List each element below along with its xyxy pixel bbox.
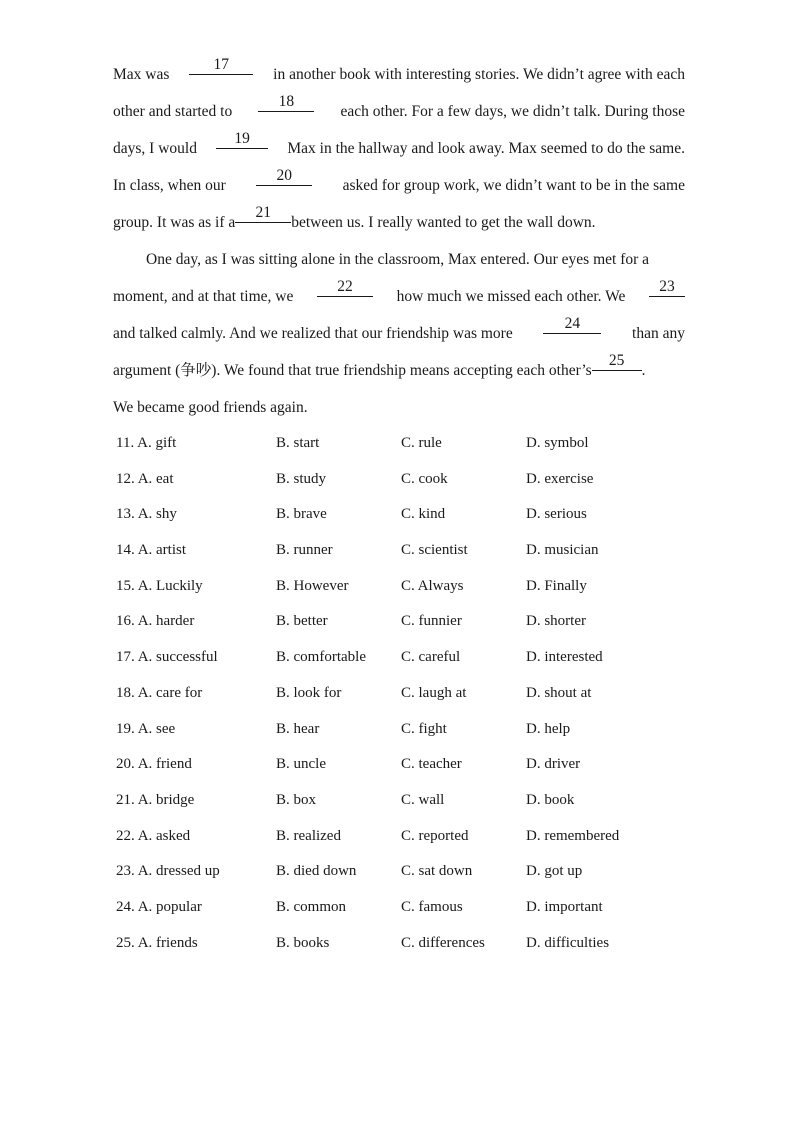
- option-b: B. books: [276, 934, 330, 951]
- passage-text: between us. I really wanted to get the wall down.: [291, 214, 596, 231]
- question-number: 20.: [116, 756, 135, 773]
- option-a: [116, 819, 190, 855]
- option-c: C. careful: [401, 649, 461, 666]
- option-a-text: A. care for: [137, 684, 203, 701]
- question-number: 24.: [116, 898, 135, 915]
- blank-22: 22: [317, 278, 373, 297]
- option-c: C. scientist: [401, 542, 468, 559]
- passage-text: Max in the hallway and look away. Max seemed to do the same.: [287, 140, 685, 157]
- option-c: C. wall: [401, 791, 445, 808]
- option-a: [116, 890, 202, 926]
- option-a: [116, 926, 198, 962]
- passage-text: One day, as I was sitting alone in the classroom, Max entered. Our eyes met for a: [146, 251, 650, 268]
- option-c: C. differences: [401, 934, 485, 951]
- question-row: [116, 819, 676, 855]
- question-number: 23.: [116, 863, 135, 880]
- option-a: [116, 783, 194, 819]
- option-d: D. book: [526, 791, 575, 808]
- passage-line: [113, 167, 685, 204]
- option-b: B. uncle: [276, 756, 326, 773]
- option-c: C. rule: [401, 435, 442, 451]
- option-b: B. start: [276, 435, 320, 451]
- answer-options: [116, 426, 676, 961]
- option-d: D. shorter: [526, 613, 586, 630]
- option-d: D. Finally: [526, 577, 587, 594]
- option-d: D. driver: [526, 756, 581, 773]
- blank-20: 20: [256, 167, 312, 186]
- question-number: 17.: [116, 649, 135, 666]
- passage-line: [113, 56, 685, 93]
- passage-text: days, I would: [113, 140, 197, 157]
- passage-line: [113, 389, 685, 426]
- passage-text: Max was: [113, 66, 170, 83]
- option-a: [116, 747, 192, 783]
- passage-line: [113, 204, 685, 241]
- option-a: [116, 640, 218, 676]
- question-number: 21.: [116, 791, 135, 808]
- question-number: 14.: [116, 542, 135, 559]
- option-a: [116, 426, 176, 462]
- option-d: D. serious: [526, 506, 587, 523]
- option-a-text: A. popular: [137, 898, 202, 915]
- passage-text: other and started to: [113, 103, 233, 120]
- passage-line: [113, 352, 685, 389]
- option-a-text: A. eat: [137, 470, 174, 487]
- option-c: C. teacher: [401, 756, 462, 773]
- passage-text: argument (争吵). We found that true friendship means accepting each other’s: [113, 362, 592, 379]
- question-row: [116, 426, 676, 462]
- option-a: [116, 712, 175, 748]
- passage-text: in another book with interesting stories. We didn’t agree with each: [273, 66, 685, 83]
- option-d: D. remembered: [526, 827, 620, 844]
- option-b: B. comfortable: [276, 649, 366, 666]
- blank-19: 19: [216, 130, 268, 149]
- option-a: [116, 569, 203, 605]
- blank-21: 21: [235, 204, 291, 223]
- option-c: C. sat down: [401, 863, 473, 880]
- option-a: [116, 497, 177, 533]
- option-a-text: A. friends: [137, 934, 198, 951]
- blank-25: 25: [592, 352, 642, 371]
- question-row: [116, 497, 676, 533]
- option-b: B. runner: [276, 542, 333, 559]
- passage-line: [113, 130, 685, 167]
- option-c: C. reported: [401, 827, 469, 844]
- option-d: D. interested: [526, 649, 603, 666]
- question-number: 16.: [116, 613, 135, 630]
- option-a-text: A. gift: [137, 435, 177, 451]
- option-d: D. difficulties: [526, 934, 610, 951]
- option-b: B. study: [276, 470, 327, 487]
- option-a-text: A. bridge: [137, 791, 195, 808]
- option-c: C. laugh at: [401, 684, 467, 701]
- question-row: [116, 747, 676, 783]
- question-number: 25.: [116, 934, 135, 951]
- option-d: D. got up: [526, 863, 583, 880]
- question-row: [116, 604, 676, 640]
- passage-text: than any: [632, 325, 685, 342]
- option-c: C. famous: [401, 898, 463, 915]
- option-c: C. funnier: [401, 613, 462, 630]
- passage-line: [113, 315, 685, 352]
- option-a: [116, 604, 194, 640]
- option-a-text: A. artist: [137, 542, 187, 559]
- question-number: 18.: [116, 684, 135, 701]
- passage-text: how much we missed each other. We: [396, 288, 626, 305]
- option-c: C. fight: [401, 720, 447, 737]
- passage-line: [113, 278, 685, 315]
- question-row: [116, 462, 676, 498]
- option-a-text: A. see: [137, 720, 176, 737]
- option-a: [116, 676, 202, 712]
- question-row: [116, 926, 676, 962]
- question-row: [116, 533, 676, 569]
- option-d: D. important: [526, 898, 603, 915]
- option-b: B. common: [276, 898, 346, 915]
- blank-23: 23: [649, 278, 685, 297]
- passage-text: .: [641, 362, 646, 379]
- question-number: 13.: [116, 506, 135, 523]
- question-number: 12.: [116, 470, 135, 487]
- option-b: B. better: [276, 613, 328, 630]
- option-a: [116, 533, 186, 569]
- option-b: B. hear: [276, 720, 320, 737]
- option-a: [116, 462, 174, 498]
- option-c: C. cook: [401, 470, 448, 487]
- passage-line: [113, 241, 685, 278]
- question-row: [116, 890, 676, 926]
- question-number: 22.: [116, 827, 135, 844]
- option-c: C. Always: [401, 577, 464, 594]
- option-b: B. However: [276, 577, 349, 594]
- question-number: 15.: [116, 577, 135, 594]
- option-a-text: A. harder: [137, 613, 195, 630]
- question-row: [116, 712, 676, 748]
- option-a: [116, 854, 220, 890]
- option-d: D. symbol: [526, 435, 589, 451]
- question-number: 19.: [116, 720, 135, 737]
- question-row: [116, 640, 676, 676]
- passage: [113, 56, 685, 426]
- passage-text: each other. For a few days, we didn’t talk. During those: [340, 103, 685, 120]
- blank-24: 24: [543, 315, 601, 334]
- option-b: B. look for: [276, 684, 342, 701]
- passage-text: group. It was as if a: [113, 214, 236, 231]
- option-b: B. realized: [276, 827, 341, 844]
- option-b: B. brave: [276, 506, 327, 523]
- passage-text: and talked calmly. And we realized that our friendship was more: [113, 325, 513, 342]
- option-d: D. exercise: [526, 470, 594, 487]
- question-row: [116, 569, 676, 605]
- option-a-text: A. asked: [137, 827, 191, 844]
- question-row: [116, 783, 676, 819]
- option-a-text: A. Luckily: [137, 577, 203, 594]
- question-number: 11.: [116, 435, 135, 451]
- option-a-text: A. successful: [137, 649, 218, 666]
- passage-text: moment, and at that time, we: [113, 288, 294, 305]
- question-row: [116, 854, 676, 890]
- passage-line: [113, 93, 685, 130]
- option-c: C. kind: [401, 506, 446, 523]
- option-d: D. shout at: [526, 684, 592, 701]
- option-a-text: A. friend: [137, 756, 192, 773]
- option-d: D. musician: [526, 542, 599, 559]
- option-b: B. box: [276, 791, 317, 808]
- passage-text: We became good friends again.: [113, 399, 308, 416]
- question-row: [116, 676, 676, 712]
- blank-18: 18: [258, 93, 314, 112]
- option-a-text: A. shy: [137, 506, 177, 523]
- option-a-text: A. dressed up: [137, 863, 220, 880]
- blank-17: 17: [189, 56, 253, 75]
- passage-text: In class, when our: [113, 177, 226, 194]
- option-b: B. died down: [276, 863, 357, 880]
- passage-text: asked for group work, we didn’t want to be in the same: [342, 177, 685, 194]
- option-d: D. help: [526, 720, 571, 737]
